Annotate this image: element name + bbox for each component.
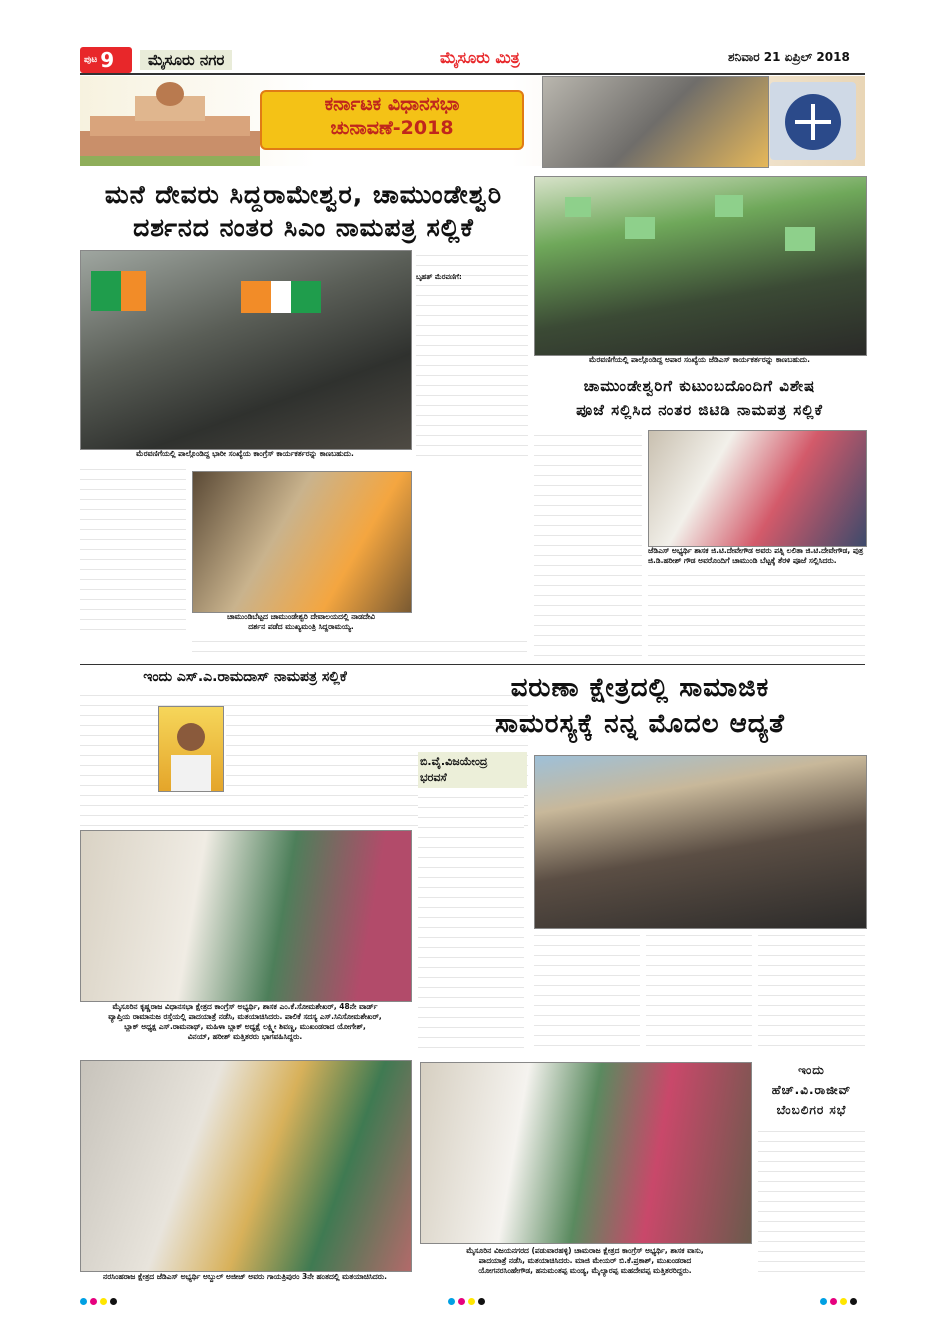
story1-photo-caption: ಮೆರವಣಿಗೆಯಲ್ಲಿ ಪಾಲ್ಗೊಂಡಿದ್ದ ಭಾರೀ ಸಂಖ್ಯೆಯ ಕಾಂಗ್ರೆಸ್ ಕಾರ್ಯಕರ್ತರನ್ನು ಕಾಣಬಹುದು. bbox=[136, 449, 354, 458]
story1-col-right bbox=[416, 250, 528, 462]
page-label: ಪುಟ bbox=[84, 55, 98, 65]
story5-headline bbox=[758, 1060, 865, 1120]
story1-temple-photo bbox=[192, 471, 412, 613]
story4-village-photo bbox=[534, 755, 867, 929]
story3-campaign-photo bbox=[80, 830, 412, 1002]
bottom-mid-caption-line2: ಪಾದಯಾತ್ರೆ ನಡೆಸಿ, ಮತಯಾಚಿಸಿದರು. ಮಾಜಿ ಮೇಯರ್ ಬಿ.ಕೆ.ಪ್ರಕಾಶ್, ಮುಖಂಡರಾದ bbox=[478, 1256, 692, 1265]
voters-photo bbox=[542, 76, 769, 168]
banner-title-line2: ಚುನಾವಣೆ-2018 bbox=[330, 117, 454, 139]
story2-headline-line2: ಪೂಜೆ ಸಲ್ಲಿಸಿದ ನಂತರ ಜಿಟಿಡಿ ನಾಮಪತ್ರ ಸಲ್ಲಿಕೆ bbox=[576, 401, 823, 419]
story1-subhead: ಬೃಹತ್ ಮೆರವಣಿಗೆ: bbox=[416, 273, 462, 281]
story5-headline-line2: ಹೆಚ್.ವಿ.ರಾಜೀವ್ bbox=[771, 1083, 852, 1097]
story4-headline bbox=[415, 670, 865, 742]
story3-caption-line4: ವಿನಯ್, ಹರೀಶ್ ಮತ್ತಿತರರು ಭಾಗವಹಿಸಿದ್ದರು. bbox=[187, 1032, 303, 1041]
story4-byline-line2: ಭರವಸೆ bbox=[420, 771, 447, 784]
divider-mid bbox=[80, 664, 865, 665]
story5-headline-line3: ಬೆಂಬಲಿಗರ ಸಭೆ bbox=[776, 1103, 847, 1117]
story4-headline-line1: ವರುಣಾ ಕ್ಷೇತ್ರದಲ್ಲಿ ಸಾಮಾಜಿಕ bbox=[510, 673, 770, 703]
bottom-mid-caption-line3: ಯೋಗನರಸಿಂಹೇಗೌಡ, ಹನುಮಂತಪ್ಪ ಮಂಡ್ಯ, ಮೈಲ್ಯಾರಪ್ಪ ಮಹದೇವಪ್ಪ ಮತ್ತಿತರರಿದ್ದರು. bbox=[478, 1266, 692, 1275]
registration-marks-right bbox=[820, 1290, 860, 1309]
section-name: ಮೈಸೂರು ನಗರ bbox=[140, 50, 232, 70]
story1-rally-photo bbox=[80, 250, 412, 450]
story2-rally-photo bbox=[534, 176, 867, 356]
vidhana-soudha-illustration bbox=[80, 76, 260, 166]
bottom-mid-photo bbox=[420, 1062, 752, 1244]
election-banner bbox=[80, 76, 865, 166]
story3-caption-line1: ಮೈಸೂರಿನ ಕೃಷ್ಣರಾಜ ವಿಧಾನಸಭಾ ಕ್ಷೇತ್ರದ ಕಾಂಗ್ರೆಸ್ ಅಭ್ಯರ್ಥಿ, ಶಾಸಕ ಎಂ.ಕೆ.ಸೋಮಶೇಖರ್, 48ನೇ ವಾರ್ಡ್ bbox=[112, 1002, 378, 1011]
story1-photo2-caption-line2: ದರ್ಶನ ಪಡೆದ ಮುಖ್ಯಮಂತ್ರಿ ಸಿದ್ದರಾಮಯ್ಯ. bbox=[248, 622, 354, 631]
bottom-mid-caption-line1: ಮೈಸೂರಿನ ವಿಜಯನಗರದ (ಪಡುವಾರಹಳ್ಳಿ) ಚಾಮರಾಜ ಕ್ಷೇತ್ರದ ಕಾಂಗ್ರೆಸ್ ಅಭ್ಯರ್ಥಿ, ಶಾಸಕ ವಾಸು, bbox=[466, 1246, 704, 1255]
story1-photo2-caption bbox=[192, 612, 410, 632]
story2-family-photo bbox=[648, 430, 867, 547]
bottom-mid-caption bbox=[420, 1246, 750, 1276]
bottom-left-caption: ನರಸಿಂಹರಾಜ ಕ್ಷೇತ್ರದ ಜೆಡಿಎಸ್ ಅಭ್ಯರ್ಥಿ ಅಬ್ದುಲ್ ಅಜೀಜ್ ಅವರು ಗಾಯತ್ರಿಪುರಂ 3ನೇ ಹಂತದಲ್ಲಿ ಮತಯಾಚಿಸಿದರು. bbox=[103, 1272, 387, 1281]
masthead: ಮೈಸೂರು ಮಿತ್ರ bbox=[440, 48, 520, 67]
banner-title bbox=[260, 90, 524, 150]
story5-body bbox=[758, 1126, 865, 1278]
story4-body-col2 bbox=[534, 930, 640, 1054]
story1-headline-line2: ದರ್ಶನದ ನಂತರ ಸಿಎಂ ನಾಮಪತ್ರ ಸಲ್ಲಿಕೆ bbox=[133, 213, 474, 242]
story2-body-col1 bbox=[534, 430, 642, 662]
story3-photo-caption bbox=[80, 1002, 410, 1042]
story1-body-col2 bbox=[192, 636, 527, 660]
bottom-left-photo bbox=[80, 1060, 412, 1272]
story4-byline-line1: ಬಿ.ವೈ.ವಿಜಯೇಂದ್ರ bbox=[420, 755, 488, 768]
story4-body-col3 bbox=[646, 930, 752, 1054]
story4-body-col1 bbox=[418, 792, 524, 1054]
story3-caption-line3: ಬ್ಲಾಕ್ ಅಧ್ಯಕ್ಷ ಎಸ್.ರಾಮನಾಥ್, ಮಹಿಳಾ ಬ್ಲಾಕ್ ಅಧ್ಯಕ್ಷೆ ಲಕ್ಷ್ಮೀ ಶಿವಣ್ಣ, ಮುಖಂಡರಾದ ಯೋಗೇಶ್, bbox=[124, 1022, 366, 1031]
story5-headline-line1: ಇಂದು bbox=[798, 1063, 825, 1077]
story1-headline bbox=[80, 178, 527, 244]
story3-headline: ಇಂದು ಎಸ್.ಎ.ರಾಮದಾಸ್ ನಾಮಪತ್ರ ಸಲ್ಲಿಕೆ bbox=[143, 669, 347, 685]
ramadas-portrait bbox=[158, 706, 224, 792]
story2-headline-line1: ಚಾಮುಂಡೇಶ್ವರಿಗೆ ಕುಟುಂಬದೊಂದಿಗೆ ವಿಶೇಷ bbox=[583, 377, 816, 395]
registration-marks-left bbox=[80, 1290, 120, 1309]
story1-photo2-caption-line1: ಚಾಮುಂಡಿಬೆಟ್ಟದ ಚಾಮುಂಡೇಶ್ವರಿ ದೇವಾಲಯದಲ್ಲಿ ನಾಡದೇವಿ bbox=[226, 612, 376, 621]
story4-byline bbox=[418, 752, 527, 788]
story1-body-col1 bbox=[80, 464, 186, 634]
story1-headline-line1: ಮನೆ ದೇವರು ಸಿದ್ದರಾಮೇಶ್ವರ, ಚಾಮುಂಡೇಶ್ವರಿ bbox=[104, 180, 503, 209]
story3-caption-line2: ವ್ಯಾಪ್ತಿಯ ರಾಮಾನುಜ ರಸ್ತೆಯಲ್ಲಿ ಪಾದಯಾತ್ರೆ ನಡೆಸಿ, ಮತಯಾಚಿಸಿದರು. ಪಾಲಿಕೆ ಸದಸ್ಯ ಎಸ್.ಸಿನಿಸೋಮಶೇಖರ್, bbox=[108, 1012, 382, 1021]
page-number: 9 bbox=[100, 48, 115, 72]
issue-date: ಶನಿವಾರ 21 ಏಪ್ರಿಲ್ 2018 bbox=[728, 50, 850, 64]
ballot-symbol-icon bbox=[770, 82, 856, 160]
header-rule bbox=[80, 73, 865, 75]
registration-marks-center bbox=[448, 1290, 488, 1309]
story2-headline bbox=[534, 374, 865, 422]
page-number-badge bbox=[80, 47, 132, 73]
story2-photo-caption: ಮೆರವಣಿಗೆಯಲ್ಲಿ ಪಾಲ್ಗೊಂಡಿದ್ದ ಅಪಾರ ಸಂಖ್ಯೆಯ ಜೆಡಿಎಸ್ ಕಾರ್ಯಕರ್ತರನ್ನು ಕಾಣಬಹುದು. bbox=[589, 355, 810, 364]
story2-photo2-caption: ಜೆಡಿಎಸ್ ಅಭ್ಯರ್ಥಿ ಶಾಸಕ ಜಿ.ಟಿ.ದೇವೇಗೌಡ ಅವರು ಪತ್ನಿ ಲಲಿತಾ ಜಿ.ಟಿ.ದೇವೇಗೌಡ, ಪುತ್ರ ಜಿ.ಡಿ.ಹರೀಶ್ ಗೌಡ ಅವರೊಂದಿಗೆ ಚಾಮುಂಡಿ ಬೆಟ್ಟಕ್ಕೆ ತೆರಳಿ ಪೂಜೆ ಸಲ್ಲಿಸಿದರು. bbox=[648, 546, 864, 565]
story2-body-col2 bbox=[648, 570, 865, 662]
banner-title-line1: ಕರ್ನಾಟಕ ವಿಧಾನಸಭಾ bbox=[324, 93, 460, 115]
story4-body-col4 bbox=[758, 930, 865, 1054]
story4-headline-line2: ಸಾಮರಸ್ಯಕ್ಕೆ ನನ್ನ ಮೊದಲ ಆದ್ಯತೆ bbox=[495, 709, 785, 739]
